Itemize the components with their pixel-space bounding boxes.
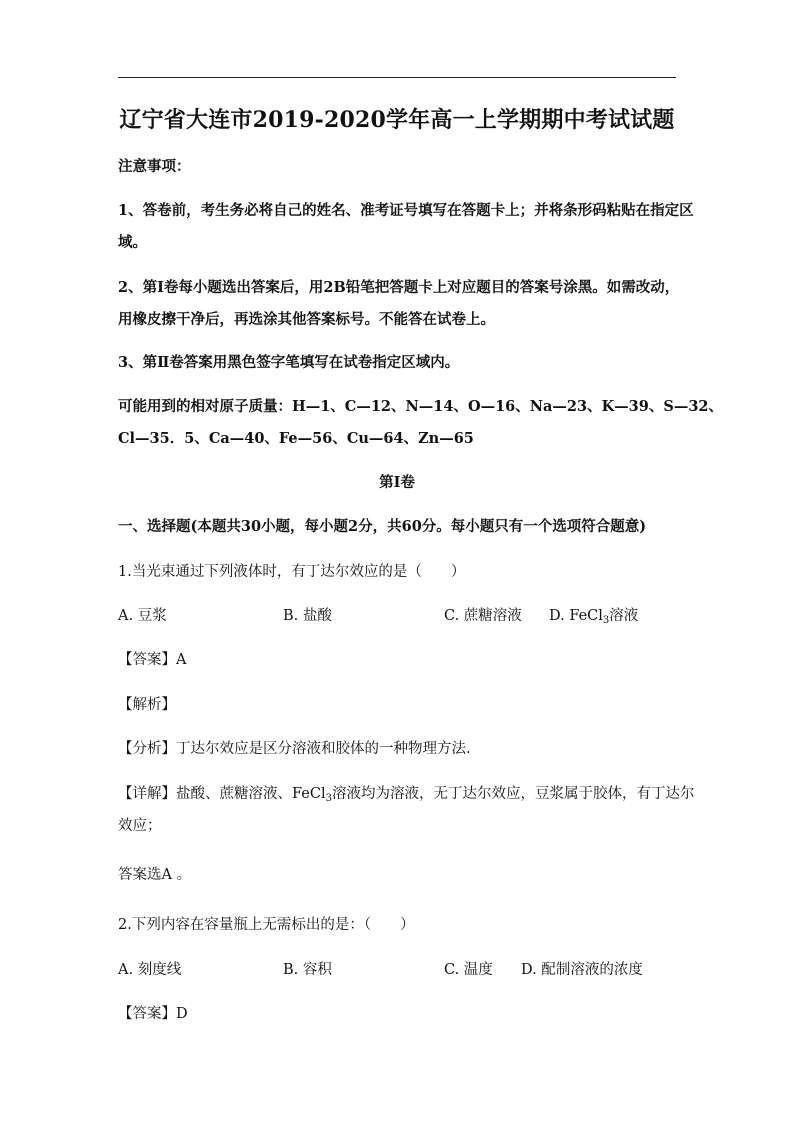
question-2-option-d: D. 配制溶液的浓度 <box>521 962 643 978</box>
option-d-suffix: 溶液 <box>609 608 639 624</box>
notice-item-2-line-1: 2、第Ⅰ卷每小题选出答案后，用2B铅笔把答题卡上对应题目的答案号涂黑。如需改动， <box>118 279 680 296</box>
question-2-stem: 2.下列内容在容量瓶上无需标出的是：（ ） <box>118 917 415 933</box>
document-title: 辽宁省大连市2019-2020学年高一上学期期中考试试题 <box>119 107 675 133</box>
notice-item-2-line-2: 用橡皮擦干净后，再选涂其他答案标号。不能答在试卷上。 <box>118 311 495 328</box>
question-1-stem: 1.当光束通过下列液体时，有丁达尔效应的是（ ） <box>118 564 466 580</box>
atomic-mass-line-2: Cl—35．5、Ca—40、Fe—56、Cu—64、Zn—65 <box>118 430 474 447</box>
atomic-mass-line-1: 可能用到的相对原子质量：H—1、C—12、N—14、O—16、Na—23、K—39、S—32、 <box>118 398 724 415</box>
question-1-conclusion: 答案选A 。 <box>118 867 192 883</box>
question-2-option-a: A. 刻度线 <box>118 962 182 978</box>
detail-text: 【详解】盐酸、蔗糖溶液、FeCl <box>118 786 326 802</box>
question-1-option-c: C. 蔗糖溶液 <box>444 608 522 624</box>
option-d-text: D. FeCl <box>549 608 603 624</box>
question-2-option-c: C. 温度 <box>444 962 493 978</box>
question-1-fenxi: 【分析】丁达尔效应是区分溶液和胶体的一种物理方法. <box>118 741 471 757</box>
notice-item-1-line-2: 域。 <box>118 234 147 251</box>
question-1-detail-line-2: 效应； <box>118 818 162 834</box>
section-title: 第Ⅰ卷 <box>379 474 415 491</box>
question-1-answer: 【答案】A <box>118 652 187 668</box>
notice-heading: 注意事项： <box>118 158 191 175</box>
part-heading: 一、选择题(本题共30小题，每小题2分，共60分。每小题只有一个选项符合题意) <box>118 518 647 535</box>
question-2-answer: 【答案】D <box>118 1006 188 1022</box>
question-1-option-d <box>549 605 638 627</box>
question-1-option-b: B. 盐酸 <box>283 608 332 624</box>
question-2-option-b: B. 容积 <box>283 962 332 978</box>
question-1-analysis-label: 【解析】 <box>118 697 176 713</box>
notice-item-3: 3、第Ⅱ卷答案用黑色签字笔填写在试卷指定区域内。 <box>118 354 460 371</box>
question-1-detail-line-1 <box>118 783 695 805</box>
question-1-option-a: A. 豆浆 <box>118 608 167 624</box>
notice-item-1-line-1: 1、答卷前，考生务必将自己的姓名、准考证号填写在答题卡上；并将条形码粘贴在指定区 <box>118 202 694 219</box>
detail-suffix: 溶液均为溶液，无丁达尔效应，豆浆属于胶体，有丁达尔 <box>331 786 695 802</box>
detail-subscript: 3 <box>325 793 332 804</box>
option-d-subscript: 3 <box>602 615 610 626</box>
header-rule <box>118 77 676 78</box>
